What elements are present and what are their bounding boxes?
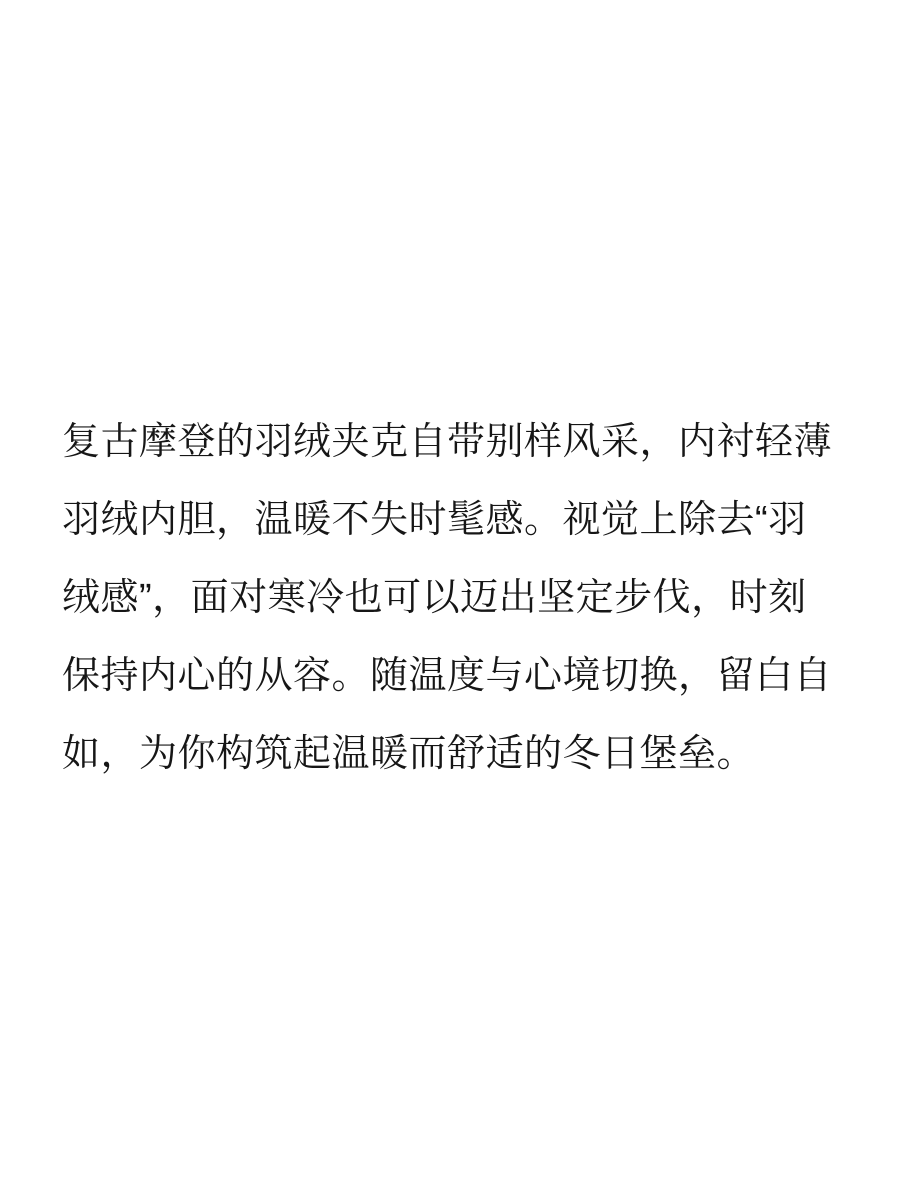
- description-line-4: 保持内心的从容。随温度与心境切换，留白自: [62, 655, 833, 697]
- description-line-5: 如，为你构筑起温暖而舒适的冬日堡垒。: [62, 733, 756, 775]
- description-line-3: 绒感”，面对寒冷也可以迈出坚定步伐，时刻: [62, 577, 807, 619]
- description-line-2: 羽绒内胆，温暖不失时髦感。视觉上除去“羽: [62, 499, 807, 541]
- description-line-1: 复古摩登的羽绒夹克自带别样风采，内衬轻薄: [62, 421, 833, 463]
- product-description-paragraph: [62, 403, 852, 793]
